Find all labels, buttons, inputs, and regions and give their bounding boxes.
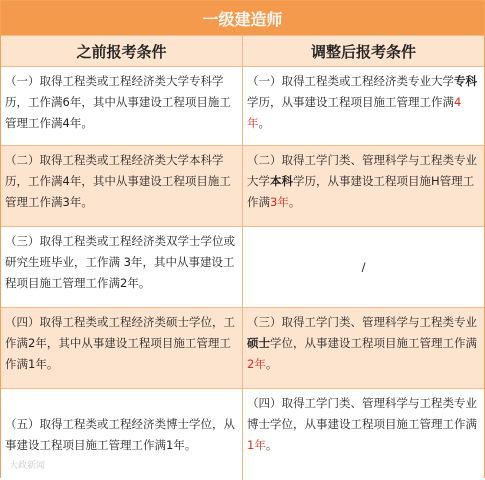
after-cell: （一）取得工程类或工程经济类专业大学专科学历，从事建设工程项目施工管理工作满4年。 — [247, 74, 477, 130]
before-cell: （二）取得工程类或工程经济类大学本科学历，工作满4年，其中从事建设工程项目施工管理工作满3年。 — [1, 146, 243, 226]
after-cell: （二）取得工学门类、管理科学与工程类专业大学本科学历，从事建设工程项目施H管理工作满3年。 — [247, 153, 477, 209]
before-cell: （三）取得工程类或工程经济类双学士学位或研究生班毕业，工作满 3年，其中从事建设工程项目施工管理工作满2年。 — [1, 227, 243, 307]
table-title: 一级建造师 — [1, 1, 484, 36]
header-before: 之前报考条件 — [1, 36, 243, 66]
after-cell: （四）取得工学门类、管理科学与工程类专业博士学位，从事建设工程项目施工管理工作满1年。 — [247, 396, 477, 452]
before-cell: （一）取得工程类或工程经济类大学专科学历，工作满6年，其中从事建设工程项目施工管理工作满4年。 — [1, 67, 243, 145]
header-after: 调整后报考条件 — [310, 42, 416, 61]
watermark: 大政新闻 — [9, 461, 46, 471]
table-row — [1, 146, 484, 227]
before-cell: （五）取得工程类或工程经济类博士学位，从事建设工程项目施工管理工作满1年。 — [1, 389, 243, 480]
header-row — [1, 36, 484, 67]
table-row — [1, 227, 484, 308]
table-row — [1, 389, 484, 480]
after-cell: / — [361, 259, 366, 274]
table-row — [1, 67, 484, 146]
before-cell: （四）取得工程类或工程经济类硕士学位，工作满2年，其中从事建设工程项目施工管理工作满1年。 — [1, 308, 243, 388]
after-cell: （三）取得工学门类、管理科学与工程类专业硕士学位，从事建设工程项目施工管理工作满2年。 — [247, 315, 477, 371]
table-row — [1, 308, 484, 389]
